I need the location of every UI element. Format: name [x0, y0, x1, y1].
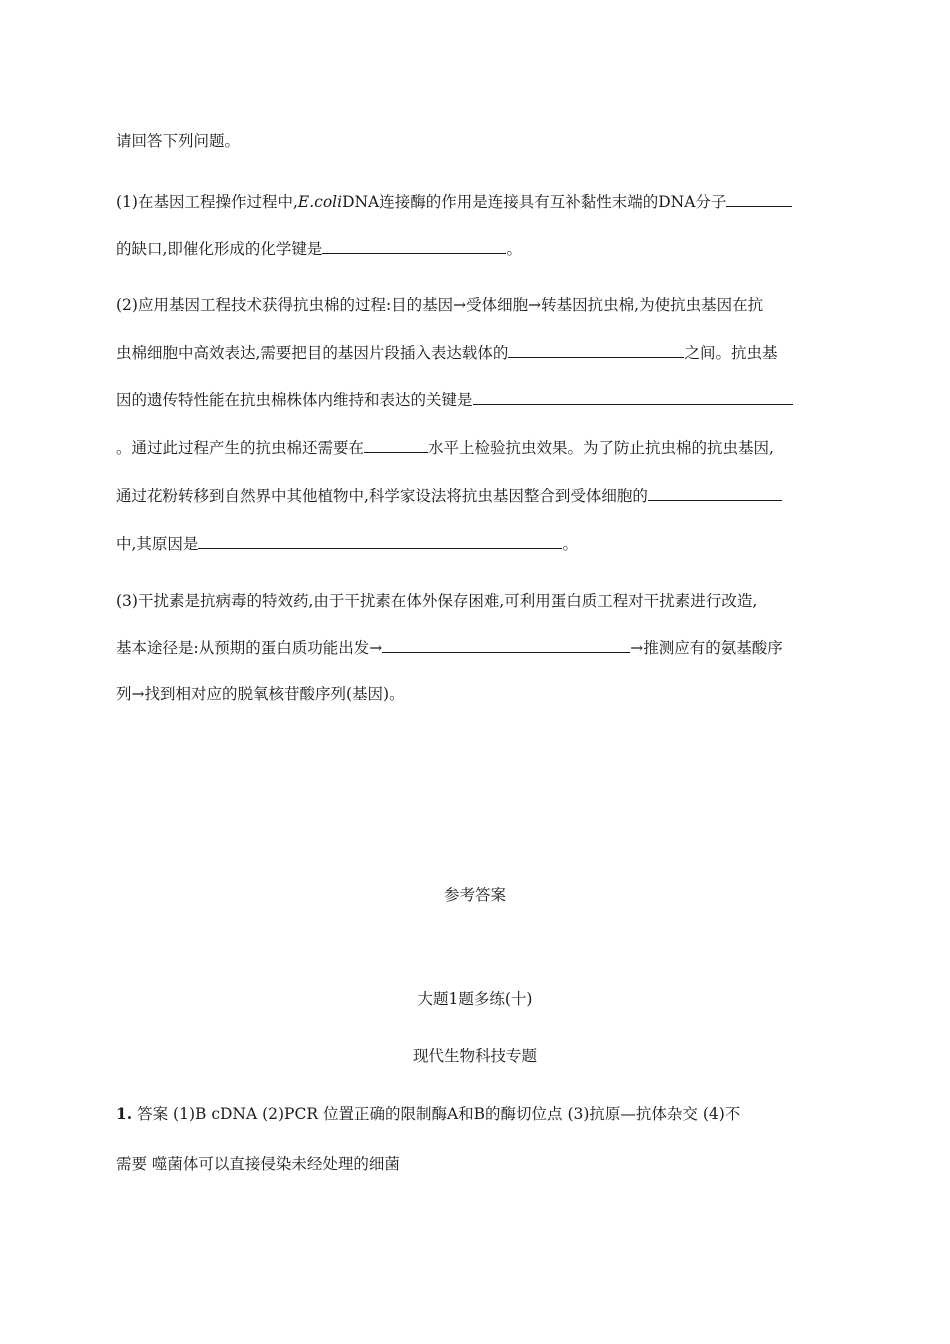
- question-2-line-2: [116, 342, 777, 363]
- answer-blank-q3-1[interactable]: [382, 637, 630, 653]
- question-2-line-1: [116, 295, 763, 315]
- q3-text-3: 列→找到相对应的脱氧核苷酸序列(基因)。: [116, 685, 405, 703]
- q1-text-c: 的缺口,即催化形成的化学键是: [116, 240, 323, 258]
- answer-1-text-2: 需要 噬菌体可以直接侵染未经处理的细菌: [116, 1155, 400, 1173]
- answer-1-number: 1.: [116, 1104, 133, 1123]
- q2-text-5a: 通过花粉转移到自然界中其他植物中,科学家设法将抗虫基因整合到受体细胞的: [116, 487, 648, 505]
- q3-text-2b: →推测应有的氨基酸序: [630, 639, 783, 657]
- q3-text-1: (3)干扰素是抗病毒的特效药,由于干扰素在体外保存困难,可利用蛋白质工程对干扰素进行改造,: [116, 592, 758, 610]
- answer-blank-q2-3[interactable]: [364, 437, 428, 453]
- answers-heading: 参考答案: [443, 886, 506, 904]
- question-intro: [116, 131, 240, 151]
- q1-ecoli: E.coli: [297, 193, 343, 211]
- answer-blank-q1-2[interactable]: [322, 238, 506, 254]
- answer-blank-q2-2[interactable]: [473, 389, 793, 405]
- answer-1-line-2: [116, 1154, 400, 1174]
- question-3-line-2: [116, 637, 783, 658]
- q2-text-2a: 虫棉细胞中高效表达,需要把目的基因片段插入表达载体的: [116, 344, 509, 362]
- q1-text-a: (1)在基因工程操作过程中,: [116, 193, 298, 211]
- answer-blank-q2-4[interactable]: [648, 485, 782, 501]
- answers-subtitle: 现代生物科技专题: [412, 1047, 537, 1065]
- answer-1-text-1: 答案 (1)B cDNA (2)PCR 位置正确的限制酶A和B的酶切位点 (3)抗原—抗体杂交 (4)不: [132, 1105, 741, 1123]
- question-3-line-1: [116, 591, 757, 611]
- question-2-line-5: [116, 485, 782, 506]
- answer-blank-q1-1[interactable]: [726, 191, 792, 207]
- answer-blank-q2-5[interactable]: [198, 533, 562, 549]
- question-1-line-2: [116, 238, 522, 259]
- question-2-line-3: [116, 389, 793, 410]
- q2-text-6b: 。: [562, 535, 578, 553]
- q2-text-4b: 水平上检验抗虫效果。为了防止抗虫棉的抗虫基因,: [428, 439, 774, 457]
- question-2-line-6: [116, 533, 578, 554]
- q2-text-6a: 中,其原因是: [116, 535, 199, 553]
- question-3-line-3: [116, 684, 405, 704]
- q2-text-3a: 因的遗传特性能在抗虫棉株体内维持和表达的关键是: [116, 391, 473, 409]
- answer-1-line-1: [116, 1104, 740, 1124]
- q1-text-b: DNA连接酶的作用是连接具有互补黏性末端的DNA分子: [342, 193, 727, 211]
- q3-text-2a: 基本途径是:从预期的蛋白质功能出发→: [116, 639, 383, 657]
- question-1-line-1: [116, 191, 792, 212]
- answers-title: 大题1题多练(十): [417, 990, 533, 1008]
- intro-text: 请回答下列问题。: [116, 132, 241, 150]
- q2-text-4a: 。通过此过程产生的抗虫棉还需要在: [116, 439, 365, 457]
- q2-text-1: (2)应用基因工程技术获得抗虫棉的过程:目的基因→受体细胞→转基因抗虫棉,为使抗虫基因在抗: [116, 296, 764, 314]
- q2-text-2b: 之间。抗虫基: [684, 344, 778, 362]
- q1-text-d: 。: [506, 240, 522, 258]
- question-2-line-4: [116, 437, 774, 458]
- answer-blank-q2-1[interactable]: [508, 342, 684, 358]
